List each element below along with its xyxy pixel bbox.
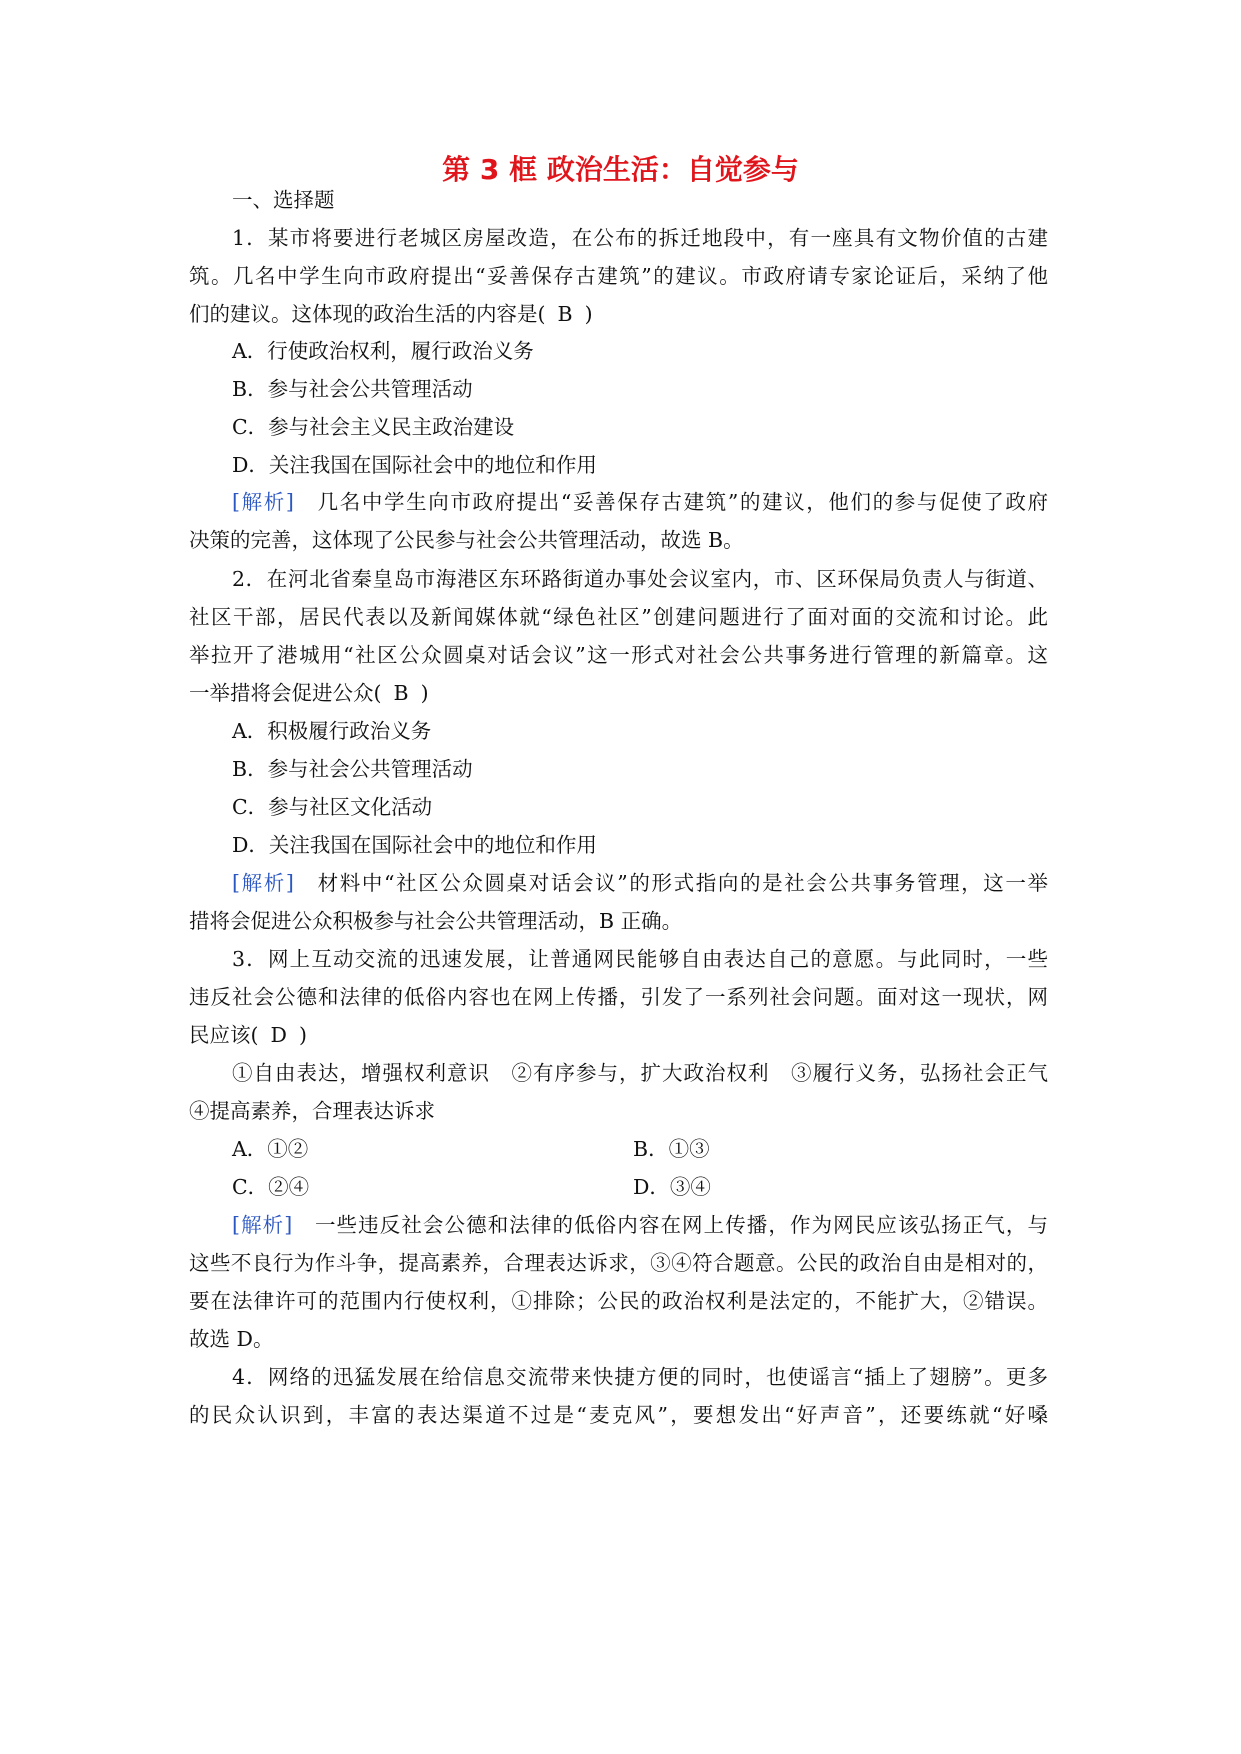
q2-analysis-line-2: 措将会促进公众积极参与社会公共管理活动，B 正确。 xyxy=(189,909,683,933)
section-heading: 一、选择题 xyxy=(232,188,335,212)
q3-analysis-tag: [解析] xyxy=(232,1213,293,1237)
q3-option-c: C．②④ xyxy=(232,1175,310,1199)
q3-option-b: B．①③ xyxy=(633,1137,710,1161)
q3-items-line-1: ①自由表达，增强权利意识 ②有序参与，扩大政治权利 ③履行义务，弘扬社会正气 xyxy=(232,1061,1048,1085)
q2-option-a: A．积极履行政治义务 xyxy=(232,719,432,743)
q1-stem-line-2: 筑。几名中学生向市政府提出“妥善保存古建筑”的建议。市政府请专家论证后，采纳了他 xyxy=(189,264,1048,288)
q1-answer: B xyxy=(557,302,573,326)
q1-option-a: A．行使政治权利，履行政治义务 xyxy=(232,339,534,363)
q1-stem-line-3 xyxy=(189,299,593,329)
q3-stem-line-3 xyxy=(189,1020,307,1050)
q1-option-d: D．关注我国在国际社会中的地位和作用 xyxy=(232,453,597,477)
q1-stem-line-1: 1．某市将要进行老城区房屋改造，在公布的拆迁地段中，有一座具有文物价值的古建 xyxy=(232,226,1048,250)
q2-answer: B xyxy=(393,681,409,705)
q3-answer: D xyxy=(270,1023,287,1047)
q2-option-c: C．参与社区文化活动 xyxy=(232,795,433,819)
q3-stem-line-2: 违反社会公德和法律的低俗内容也在网上传播，引发了一系列社会问题。面对这一现状，网 xyxy=(189,985,1048,1009)
q3-option-a: A．①② xyxy=(232,1137,309,1161)
q1-analysis-text-1: 几名中学生向市政府提出“妥善保存古建筑”的建议，他们的参与促使了政府 xyxy=(317,490,1049,514)
q2-option-d: D．关注我国在国际社会中的地位和作用 xyxy=(232,833,597,857)
q1-analysis-line-2: 决策的完善，这体现了公民参与社会公共管理活动，故选 B。 xyxy=(189,528,744,552)
q3-analysis-text-1: 一些违反社会公德和法律的低俗内容在网上传播，作为网民应该弘扬正气，与 xyxy=(314,1213,1049,1237)
q2-analysis-line-1 xyxy=(232,868,1048,898)
q3-stem-text: 民应该( xyxy=(189,1023,259,1047)
q4-stem-line-1: 4．网络的迅猛发展在给信息交流带来快捷方便的同时，也使谣言“插上了翅膀”。更多 xyxy=(232,1365,1048,1389)
q2-stem-line-2: 社区干部，居民代表以及新闻媒体就“绿色社区”创建问题进行了面对面的交流和讨论。此 xyxy=(189,605,1048,629)
q1-analysis-tag: [解析] xyxy=(232,490,294,514)
q3-analysis-line-1 xyxy=(232,1210,1048,1240)
q3-items-line-2: ④提高素养，合理表达诉求 xyxy=(189,1099,435,1123)
q1-option-c: C．参与社会主义民主政治建设 xyxy=(232,415,515,439)
q1-stem-close: ) xyxy=(584,302,593,326)
q2-stem-line-3: 举拉开了港城用“社区公众圆桌对话会议”这一形式对社会公共事务进行管理的新篇章。这 xyxy=(189,643,1048,667)
q3-analysis-line-2: 这些不良行为作斗争，提高素养，合理表达诉求，③④符合题意。公民的政治自由是相对的， xyxy=(189,1251,1048,1275)
q3-analysis-line-4: 故选 D。 xyxy=(189,1327,274,1351)
q1-analysis-line-1 xyxy=(232,487,1048,517)
q2-option-b: B．参与社会公共管理活动 xyxy=(232,757,473,781)
q2-stem-close: ) xyxy=(420,681,429,705)
q4-stem-line-2: 的民众认识到，丰富的表达渠道不过是“麦克风”，要想发出“好声音”，还要练就“好嗓 xyxy=(189,1403,1048,1427)
q1-option-b: B．参与社会公共管理活动 xyxy=(232,377,473,401)
q2-stem-line-4 xyxy=(189,678,429,708)
q3-analysis-line-3: 要在法律许可的范围内行使权利，①排除；公民的政治权利是法定的，不能扩大，②错误。 xyxy=(189,1289,1048,1313)
q3-stem-line-1: 3．网上互动交流的迅速发展，让普通网民能够自由表达自己的意愿。与此同时，一些 xyxy=(232,947,1048,971)
q1-stem-text: 们的建议。这体现的政治生活的内容是( xyxy=(189,302,546,326)
q3-option-d: D．③④ xyxy=(633,1175,711,1199)
q2-stem-text: 一举措将会促进公众( xyxy=(189,681,382,705)
q2-analysis-tag: [解析] xyxy=(232,871,294,895)
page-title: 第 3 框 政治生活：自觉参与 xyxy=(442,153,799,186)
q3-stem-close: ) xyxy=(298,1023,307,1047)
q2-stem-line-1: 2．在河北省秦皇岛市海港区东环路街道办事处会议室内，市、区环保局负责人与街道、 xyxy=(232,567,1048,591)
q2-analysis-text-1: 材料中“社区公众圆桌对话会议”的形式指向的是社会公共事务管理，这一举 xyxy=(317,871,1049,895)
